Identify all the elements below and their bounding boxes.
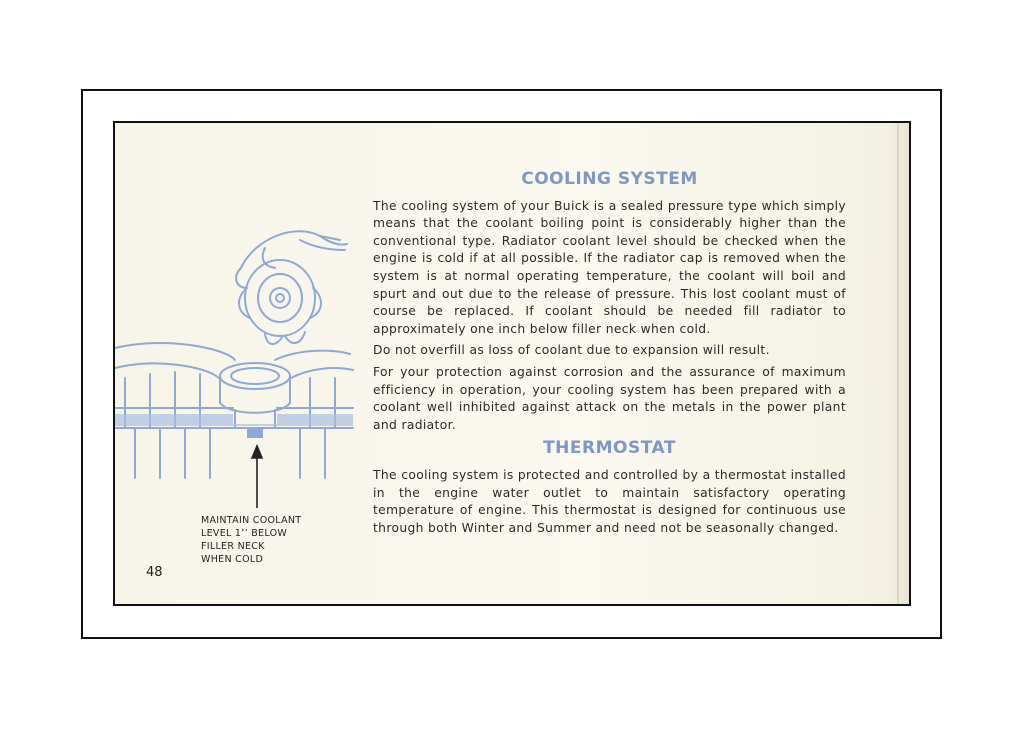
caption-line: MAINTAIN COOLANT	[201, 515, 302, 526]
page-number: 48	[146, 565, 163, 580]
paragraph: The cooling system of your Buick is a sealed pressure type which simply means that the coolant boiling point is considerably higher than the conventional type. Radiator coolant level should be checked when the engine is cold if at all possible. If the radiator cap is removed when the system is at normal operating temperature, the coolant will boil and spurt and out due to the release of pressure. This lost coolant must of course be replaced. If coolant should be needed fill radiator to approximately one inch below filler neck when cold.	[373, 198, 846, 336]
caption-line: LEVEL 1’’ BELOW	[201, 528, 288, 539]
section-heading-thermostat: THERMOSTAT	[543, 438, 676, 459]
section-heading-cooling-system: COOLING SYSTEM	[521, 169, 698, 189]
caption-line: FILLER NECK	[201, 541, 265, 552]
paragraph: The cooling system is protected and controlled by a thermostat installed in the engine water outlet to maintain satisfactory operating temperature of engine. This thermostat is designed for continuous use through both Winter and Summer and need not be seasonally changed.	[373, 467, 846, 535]
page-edge	[897, 123, 899, 604]
caption-line: WHEN COLD	[201, 554, 264, 565]
paragraph: Do not overfill as loss of coolant due to expansion will result.	[373, 343, 770, 358]
paragraph: For your protection against corrosion and the assurance of maximum efficiency in operation, your cooling system has been prepared with a coolant well inhibited against attack on the metals in the power plant and radiator.	[373, 364, 846, 432]
manual-page	[113, 121, 911, 606]
text-column	[373, 171, 846, 541]
radiator-cap-illustration	[115, 218, 355, 518]
coolant-level-caption	[201, 514, 301, 566]
